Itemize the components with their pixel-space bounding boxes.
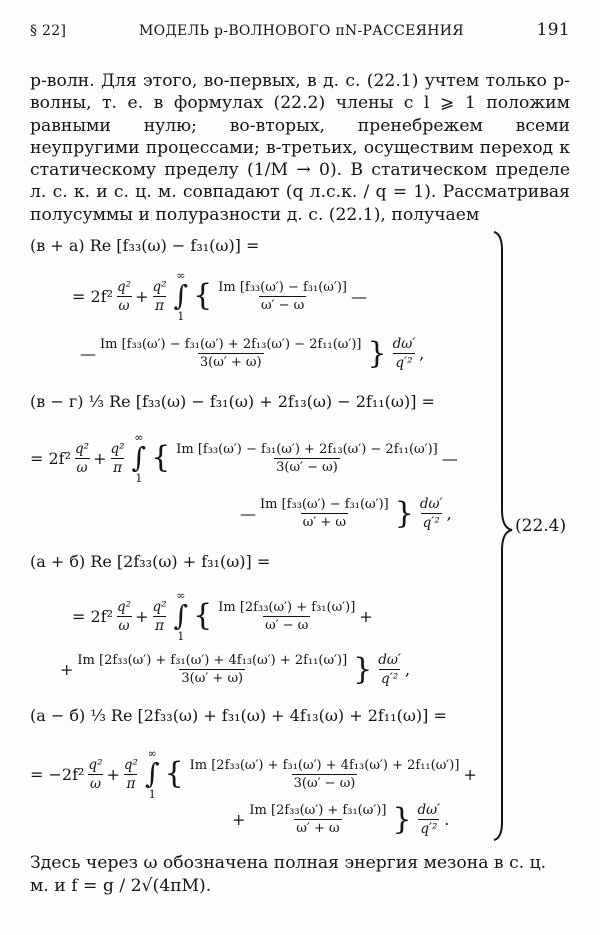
system-brace: [480, 230, 520, 842]
eq-line-7: [30, 552, 270, 571]
fraction: $\frac{\text{q²}}{\pi}$: [110, 440, 125, 476]
eq-line-8-den: ω′ − ω: [265, 617, 309, 633]
eq-line-11-den: 3(ω′ − ω): [293, 775, 356, 791]
fraction: $\frac{d\omega'}{\text{q′²}}$: [419, 496, 443, 531]
eq-line-5-coef: = 2f²: [30, 448, 72, 468]
fraction: $\frac{\text{q²}}{\omega}$: [117, 278, 132, 314]
eq-line-8-coef: = 2f²: [72, 606, 114, 626]
eq-line-2-coef: = 2f²: [72, 286, 114, 306]
fraction: [216, 280, 349, 313]
eq-line-1-text: (в + а) Re [f₃₃(ω) − f₃₁(ω)] =: [30, 236, 260, 255]
eq-line-4-text: (в − г) ⅓ Re [f₃₃(ω) − f₃₁(ω) + 2f₁₃(ω) − 2f₁₁(ω)] =: [30, 392, 435, 411]
eq-line-6: — $\frac{\text{Im [f₃₃(ω′) − f₃₁(ω′)]}}{\omega' + \omega}$ } $\frac{d\omega'}{\text{q′²}}$ ,: [240, 495, 452, 531]
intro-paragraph: [30, 70, 570, 226]
fraction: $\frac{\text{q²}}{\pi}$: [152, 598, 167, 634]
fraction: $\frac{\text{q²}}{\omega}$: [117, 598, 132, 634]
running-header: [30, 20, 570, 44]
fraction: [75, 653, 349, 686]
fraction: [188, 758, 462, 791]
eq-line-11: = −2f² $\frac{\text{q²}}{\omega}$ + $\frac{\text{q²}}{\pi}$ ∞ ∫ 1 { $\frac{\text{Im [2f₃₃(ω′) + f₃₁(ω′) + 4f₁₃(ω′) + 2f₁₁(ω′)]}}{3(\omega' - \omega)}$ +: [30, 747, 477, 801]
eq-line-3-den: 3(ω′ + ω): [199, 355, 262, 370]
section-label: § 22]: [30, 23, 67, 39]
fraction: $\frac{d\omega'}{\text{q′²}}$: [392, 336, 416, 371]
outro-paragraph: [30, 852, 570, 898]
fraction: $\frac{d\omega'}{\text{q′²}}$: [378, 652, 401, 687]
eq-line-9: + $\frac{\text{Im [2f₃₃(ω′) + f₃₁(ω′) + 4f₁₃(ω′) + 2f₁₁(ω′)]}}{3(\omega' + \omega)}$ } $\frac{d\omega'}{\text{q′²}}$ ,: [60, 651, 411, 687]
eq-line-7-text: (а + б) Re [2f₃₃(ω) + f₃₁(ω)] =: [30, 552, 271, 571]
eq-line-3-num: Im [f₃₃(ω′) − f₃₁(ω′) + 2f₁₃(ω′) − 2f₁₁(ω′)]: [100, 337, 362, 352]
eq-line-1: [30, 236, 259, 255]
eq-line-2-den: ω′ − ω: [260, 297, 305, 313]
fraction: $\frac{d\omega'}{\text{q′²}}$: [417, 802, 441, 837]
outro-text: Здесь через ω обозначена полная энергия мезона в с. ц. м. и f = g / 2√(4πM).: [30, 853, 547, 896]
fraction: [247, 803, 388, 836]
eq-line-6-den: ω′ + ω: [302, 515, 347, 530]
eq-line-12: + $\frac{\text{Im [2f₃₃(ω′) + f₃₁(ω′)]}}{\omega' + \omega}$ } $\frac{d\omega'}{\text{q′²}}$ .: [232, 801, 450, 837]
eq-line-9-num: Im [2f₃₃(ω′) + f₃₁(ω′) + 4f₁₃(ω′) + 2f₁₁(ω′)]: [77, 653, 348, 668]
eq-line-5: = 2f² $\frac{\text{q²}}{\omega}$ + $\frac{\text{q²}}{\pi}$ ∞ ∫ 1 { $\frac{\text{Im [f₃₃(ω′) − f₃₁(ω′) + 2f₁₃(ω′) − 2f₁₁(ω′)]}}{3(\omega' - \omega)}$ —: [30, 431, 458, 485]
eq-line-11-num: Im [2f₃₃(ω′) + f₃₁(ω′) + 4f₁₃(ω′) + 2f₁₁(ω′)]: [189, 757, 460, 773]
eq-line-12-den: ω′ + ω: [296, 821, 340, 836]
eq-line-5-num: Im [f₃₃(ω′) − f₃₁(ω′) + 2f₁₃(ω′) − 2f₁₁(ω′)]: [176, 441, 438, 457]
fraction: [98, 337, 363, 370]
integral-sign: ∞ ∫ 1: [173, 269, 189, 323]
fraction: $\frac{\text{q²}}{\pi}$: [123, 756, 138, 792]
fraction: $\frac{\text{q²}}{\omega}$: [88, 756, 103, 792]
fraction: [174, 442, 439, 475]
intro-text: p-волн. Для этого, во-первых, в д. с. (22.1) учтем только p-волны, т. е. в формулах (22.2) члены с l ⩾ 1 положим равными нулю; во-вторых, пренебрежем всеми неупругими процессами; в-третьих, осуществим переход к статическому пределу (1/M → 0). В статическом пределе л. с. к. и с. ц. м. совпадают (q л.с.к. / q = 1). Рассматривая полусуммы и полуразности д. с. (22.1), получаем: [30, 71, 570, 225]
eq-line-10-text: (а − б) ⅓ Re [2f₃₃(ω) + f₃₁(ω) + 4f₁₃(ω) + 2f₁₁(ω)] =: [30, 706, 447, 725]
fraction: $\frac{\text{q²}}{\pi}$: [152, 278, 167, 314]
eq-line-11-coef: = −2f²: [30, 764, 85, 784]
eq-line-8-num: Im [2f₃₃(ω′) + f₃₁(ω′)]: [218, 599, 356, 615]
integral-sign: ∞ ∫ 1: [144, 747, 160, 801]
eq-line-8: = 2f² $\frac{\text{q²}}{\omega}$ + $\frac{\text{q²}}{\pi}$ ∞ ∫ 1 { $\frac{\text{Im [2f₃₃(ω′) + f₃₁(ω′)]}}{\omega' - \omega}$ +: [72, 589, 373, 643]
eq-line-10: [30, 706, 447, 725]
running-title: МОДЕЛЬ p-ВОЛНОВОГО πN-РАССЕЯНИЯ: [138, 23, 464, 39]
eq-line-4: [30, 392, 435, 411]
eq-line-2-num: Im [f₃₃(ω′) − f₃₁(ω′)]: [218, 279, 347, 295]
page-number: 191: [536, 20, 570, 40]
fraction: $\frac{\text{q²}}{\omega}$: [75, 440, 90, 476]
eq-line-12-num: Im [2f₃₃(ω′) + f₃₁(ω′)]: [249, 803, 387, 818]
integral-sign: ∞ ∫ 1: [173, 589, 189, 643]
fraction: [216, 600, 357, 633]
fraction: [258, 497, 391, 530]
equation-number: (22.4): [515, 516, 567, 536]
eq-line-9-den: 3(ω′ + ω): [181, 671, 244, 686]
eq-line-5-den: 3(ω′ − ω): [276, 459, 338, 475]
eq-line-2: = 2f² $\frac{\text{q²}}{\omega}$ + $\frac{\text{q²}}{\pi}$ ∞ ∫ 1 { $\frac{\text{Im [f₃₃(ω′) − f₃₁(ω′)]}}{\omega' - \omega}$ —: [72, 269, 367, 323]
eq-line-3: — $\frac{\text{Im [f₃₃(ω′) − f₃₁(ω′) + 2f₁₃(ω′) − 2f₁₁(ω′)]}}{3(\omega' + \omega)}$ } $\frac{d\omega'}{\text{q′²}}$ ,: [80, 335, 425, 371]
eq-line-6-num: Im [f₃₃(ω′) − f₃₁(ω′)]: [260, 497, 389, 512]
integral-sign: ∞ ∫ 1: [131, 431, 147, 485]
